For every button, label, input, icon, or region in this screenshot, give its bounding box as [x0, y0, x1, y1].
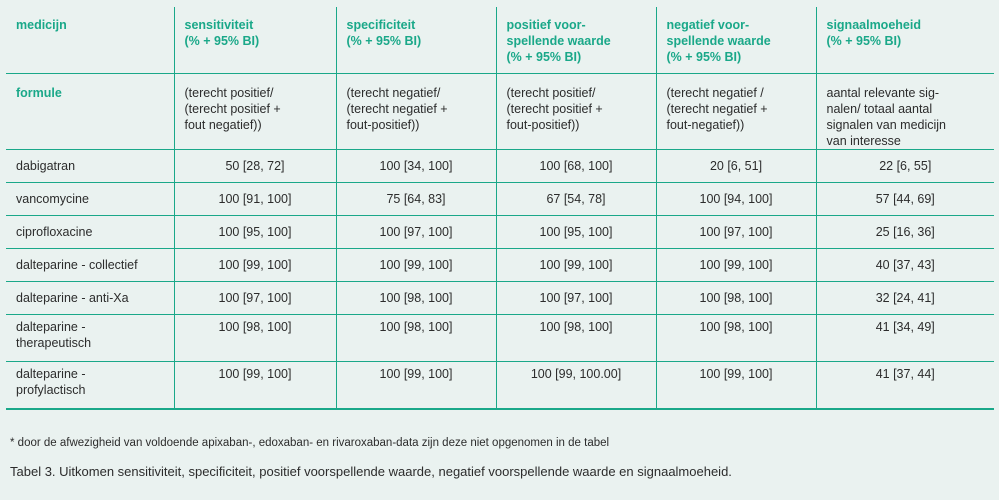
- header-medicine: medicijn: [6, 7, 174, 74]
- results-table: [6, 7, 994, 410]
- cell-sensitivity: 100 [91, 100]: [174, 183, 336, 216]
- cell-signal-fatigue: 22 [6, 55]: [816, 150, 994, 183]
- cell-npv: 100 [94, 100]: [656, 183, 816, 216]
- cell-specificity: 100 [99, 100]: [336, 249, 496, 282]
- cell-sensitivity: 100 [97, 100]: [174, 282, 336, 315]
- cell-specificity: 100 [99, 100]: [336, 362, 496, 410]
- formula-npv: (terecht negatief / (terecht negatief + fout-negatief)): [656, 74, 816, 150]
- cell-signal-fatigue: 25 [16, 36]: [816, 216, 994, 249]
- row-medicine: dalteparine - anti-Xa: [6, 282, 174, 315]
- header-sensitivity: sensitiviteit (% + 95% BI): [174, 7, 336, 74]
- cell-ppv: 100 [68, 100]: [496, 150, 656, 183]
- cell-specificity: 100 [34, 100]: [336, 150, 496, 183]
- cell-npv: 100 [98, 100]: [656, 315, 816, 362]
- results-table-container: [6, 7, 994, 410]
- formula-sensitivity: (terecht positief/ (terecht positief + fout negatief)): [174, 74, 336, 150]
- table-row: [6, 249, 994, 282]
- row-medicine: ciprofloxacine: [6, 216, 174, 249]
- header-signal-fatigue: signaalmoeheid (% + 95% BI): [816, 7, 994, 74]
- cell-ppv: 100 [98, 100]: [496, 315, 656, 362]
- formula-row: [6, 74, 994, 150]
- cell-ppv: 100 [95, 100]: [496, 216, 656, 249]
- cell-specificity: 75 [64, 83]: [336, 183, 496, 216]
- cell-signal-fatigue: 57 [44, 69]: [816, 183, 994, 216]
- cell-sensitivity: 100 [99, 100]: [174, 249, 336, 282]
- row-medicine: dalteparine - profylactisch: [6, 362, 174, 410]
- cell-specificity: 100 [98, 100]: [336, 282, 496, 315]
- table-row: [6, 183, 994, 216]
- cell-npv: 100 [99, 100]: [656, 249, 816, 282]
- header-npv: negatief voor- spellende waarde (% + 95% BI): [656, 7, 816, 74]
- formula-label: formule: [6, 74, 174, 150]
- header-ppv: positief voor- spellende waarde (% + 95% BI): [496, 7, 656, 74]
- cell-npv: 100 [98, 100]: [656, 282, 816, 315]
- cell-sensitivity: 50 [28, 72]: [174, 150, 336, 183]
- formula-ppv: (terecht positief/ (terecht positief + fout-positief)): [496, 74, 656, 150]
- cell-specificity: 100 [97, 100]: [336, 216, 496, 249]
- table-row: [6, 150, 994, 183]
- cell-npv: 20 [6, 51]: [656, 150, 816, 183]
- cell-npv: 100 [97, 100]: [656, 216, 816, 249]
- header-row: [6, 7, 994, 74]
- cell-signal-fatigue: 41 [34, 49]: [816, 315, 994, 362]
- row-medicine: vancomycine: [6, 183, 174, 216]
- cell-specificity: 100 [98, 100]: [336, 315, 496, 362]
- cell-sensitivity: 100 [95, 100]: [174, 216, 336, 249]
- row-medicine: dalteparine - therapeutisch: [6, 315, 174, 362]
- table-footnote: * door de afwezigheid van voldoende apixaban-, edoxaban- en rivaroxaban-data zijn deze niet opgenomen in de tabel: [10, 437, 610, 449]
- cell-ppv: 100 [97, 100]: [496, 282, 656, 315]
- header-specificity: specificiteit (% + 95% BI): [336, 7, 496, 74]
- table-row: [6, 216, 994, 249]
- cell-sensitivity: 100 [98, 100]: [174, 315, 336, 362]
- cell-npv: 100 [99, 100]: [656, 362, 816, 410]
- row-medicine: dabigatran: [6, 150, 174, 183]
- cell-signal-fatigue: 41 [37, 44]: [816, 362, 994, 410]
- cell-ppv: 100 [99, 100]: [496, 249, 656, 282]
- row-medicine: dalteparine - collectief: [6, 249, 174, 282]
- formula-specificity: (terecht negatief/ (terecht negatief + fout-positief)): [336, 74, 496, 150]
- formula-signal-fatigue: aantal relevante sig- nalen/ totaal aantal signalen van medicijn van interesse: [816, 74, 994, 150]
- cell-signal-fatigue: 40 [37, 43]: [816, 249, 994, 282]
- cell-ppv: 100 [99, 100.00]: [496, 362, 656, 410]
- table-row: [6, 362, 994, 410]
- table-caption: Tabel 3. Uitkomen sensitiviteit, specificiteit, positief voorspellende waarde, negatief voorspellende waarde en signaalmoeheid.: [10, 464, 732, 479]
- table-row: [6, 315, 994, 362]
- table-row: [6, 282, 994, 315]
- cell-sensitivity: 100 [99, 100]: [174, 362, 336, 410]
- cell-ppv: 67 [54, 78]: [496, 183, 656, 216]
- cell-signal-fatigue: 32 [24, 41]: [816, 282, 994, 315]
